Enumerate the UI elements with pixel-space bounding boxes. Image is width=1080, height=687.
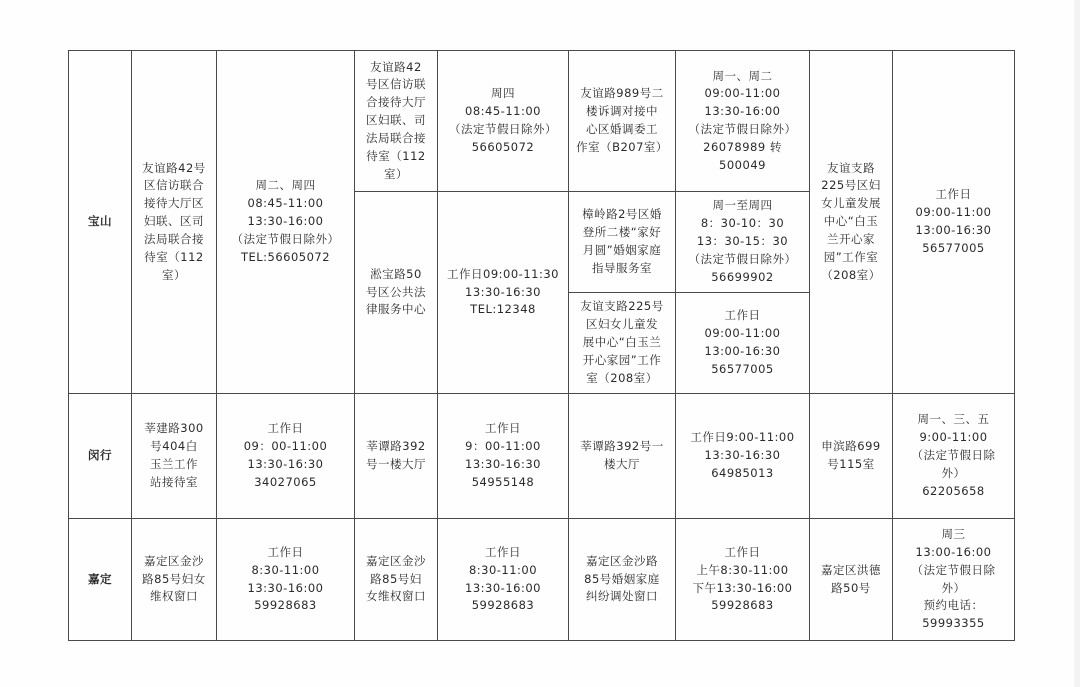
cell-baoshan-hours-1: 周二、周四 08:45-11:00 13:30-16:00 （法定节假日除外） TEL:56605072 [217,51,355,394]
cell-jiading-location-4: 嘉定区洪德 路50号 [810,519,893,641]
cell-jiading-location-3: 嘉定区金沙路 85号婚姻家庭 纠纷调处窗口 [569,519,676,641]
cell-baoshan-hours-2a: 周四 08:45-11:00 （法定节假日除外） 56605072 [438,51,569,192]
cell-baoshan-location-2a: 友谊路42 号区信访联 合接待大厅 区妇联、司 法局联合接 待室（112 室） [355,51,438,192]
district-minhang: 闵行 [69,394,132,519]
cell-jiading-hours-2: 工作日 8:30-11:00 13:30-16:00 59928683 [438,519,569,641]
cell-baoshan-hours-3a: 周一、周二 09:00-11:00 13:30-16:00 （法定节假日除外） 26078989 转 500049 [676,51,810,192]
cell-baoshan-hours-3c: 工作日 09:00-11:00 13:00-16:30 56577005 [676,293,810,394]
cell-baoshan-location-1: 友谊路42号 区信访联合 接待大厅区 妇联、区司 法局联合接 待室（112 室） [132,51,217,394]
district-baoshan: 宝山 [69,51,132,394]
cell-minhang-hours-3: 工作日9:00-11:00 13:30-16:30 64985013 [676,394,810,519]
cell-minhang-location-3: 莘谭路392号一 楼大厅 [569,394,676,519]
cell-minhang-hours-1: 工作日 09：00-11:00 13:30-16:30 34027065 [217,394,355,519]
cell-minhang-hours-4: 周一、三、五 9:00-11:00 （法定节假日除 外） 62205658 [893,394,1015,519]
cell-minhang-hours-2: 工作日 9：00-11:00 13:30-16:30 54955148 [438,394,569,519]
cell-jiading-hours-3: 工作日 上午8:30-11:00 下午13:30-16:00 59928683 [676,519,810,641]
cell-minhang-location-2: 莘谭路392 号一楼大厅 [355,394,438,519]
cell-baoshan-hours-2b: 工作日09:00-11:30 13:30-16:30 TEL:12348 [438,192,569,394]
cell-baoshan-location-3c: 友谊支路225号 区妇女儿童发 展中心“白玉兰 开心家园”工作 室（208室） [569,293,676,394]
district-jiading: 嘉定 [69,519,132,641]
cell-baoshan-location-3b: 樟岭路2号区婚 登所二楼“家好 月圆”婚姻家庭 指导服务室 [569,192,676,293]
cell-baoshan-location-4: 友谊支路 225号区妇 女儿童发展 中心“白玉 兰开心家 园”工作室 （208室） [810,51,893,394]
cell-minhang-location-4: 申滨路699 号115室 [810,394,893,519]
cell-baoshan-location-3a: 友谊路989号二 楼诉调对接中 心区婚调委工 作室（B207室） [569,51,676,192]
table-row-minhang [69,394,1015,519]
cell-jiading-location-1: 嘉定区金沙 路85号妇女 维权窗口 [132,519,217,641]
cell-minhang-location-1: 莘建路300 号404白 玉兰工作 站接待室 [132,394,217,519]
cell-jiading-hours-4: 周三 13:00-16:00 （法定节假日除 外） 预约电话： 59993355 [893,519,1015,641]
cell-baoshan-location-2b: 淞宝路50 号区公共法 律服务中心 [355,192,438,394]
cell-jiading-hours-1: 工作日 8:30-11:00 13:30-16:00 59928683 [217,519,355,641]
cell-baoshan-hours-4: 工作日 09:00-11:00 13:00-16:30 56577005 [893,51,1015,394]
cell-baoshan-hours-3b: 周一至周四 8：30-10：30 13：30-15：30 （法定节假日除外） 56699902 [676,192,810,293]
table-row-jiading [69,519,1015,641]
page-edge-shadow [1074,0,1080,687]
cell-jiading-location-2: 嘉定区金沙 路85号妇 女维权窗口 [355,519,438,641]
table-row-baoshan [69,51,1015,192]
schedule-table [68,50,1015,641]
